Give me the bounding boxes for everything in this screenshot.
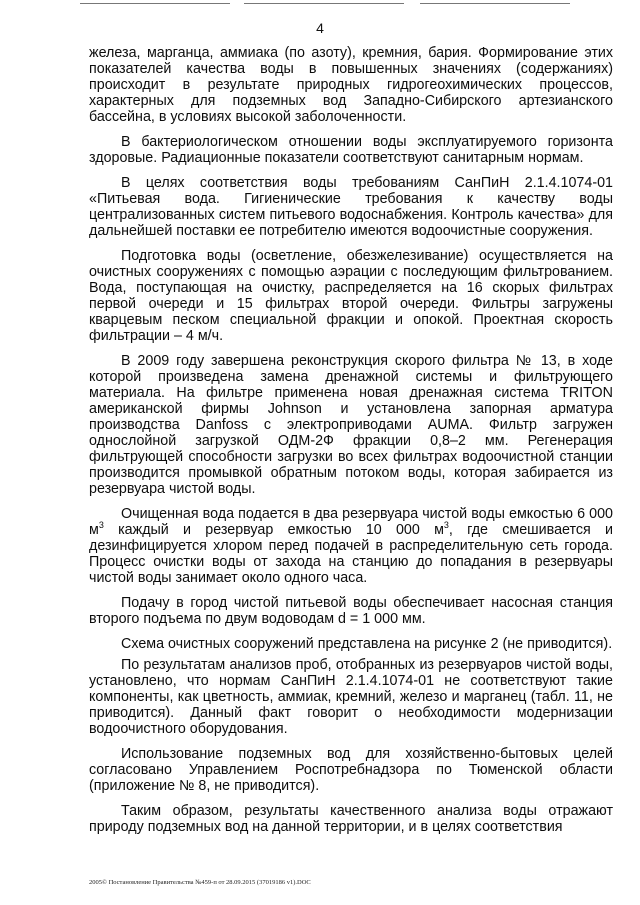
reservoir-text-middle: каждый и резервуар емкостью 10 000 м bbox=[103, 522, 444, 538]
superscript-cubic-1: 3 bbox=[98, 520, 104, 531]
paragraph-usage-approval: Использование подземных вод для хозяйственно-бытовых целей согласовано Управлением Роспотребнадзора по Тюменской области (приложение № 8, не приводится). bbox=[89, 746, 613, 794]
top-rule-middle bbox=[244, 3, 404, 4]
paragraph-clean-water-reservoirs bbox=[89, 506, 613, 586]
paragraph-sanpin-requirements: В целях соответствия воды требованиям СанПиН 2.1.4.1074-01 «Питьевая вода. Гигиенические требования к качеству воды централизованных систем питьевого водоснабжения. Контроль качества» для дальнейшей поставки ее потребителю имеются водоочистные сооружения. bbox=[89, 175, 613, 239]
paragraph-continuation: железа, марганца, аммиака (по азоту), кремния, бария. Формирование этих показателей качества воды в повышенных значениях (содержаниях) происходит в результате природных гидрогеохимических процессов, характерных для подземных вод Западно-Сибирского артезианского бассейна, в условиях высокой заболоченности. bbox=[89, 45, 613, 125]
page-number: 4 bbox=[316, 20, 324, 36]
paragraph-scheme-reference: Схема очистных сооружений представлена на рисунке 2 (не приводится). bbox=[121, 636, 613, 652]
superscript-cubic-2: 3 bbox=[443, 520, 449, 531]
reservoir-text-end: , где смешивается и дезинфицируется хлором перед подачей в распределительную сеть города. Процесс очистки воды от захода на станцию до попадания в резервуары чистой воды занимает около одного часа. bbox=[89, 522, 614, 586]
paragraph-filter-reconstruction: В 2009 году завершена реконструкция скорого фильтра № 13, в ходе которой произведена замена дренажной системы и фильтрующего материала. На фильтре применена новая дренажная система TRITON американской фирмы Johnson и установлена запорная арматура производства Danfoss с электроприводами AUMA. Фильтр загружен однослойной загрузкой ОДМ-2Ф фракции 0,8–2 мм. Регенерация фильтрующей способности загрузки во всех фильтрах водоочистной станции производится промывкой обратным потоком воды, которая забирается из резервуара чистой воды. bbox=[89, 353, 613, 497]
paragraph-conclusion: Таким образом, результаты качественного анализа воды отражают природу подземных вод на данной территории, и в целях соответствия bbox=[89, 803, 613, 835]
document-footer: 2005© Постановление Правительства №459-п от 28.09.2015 (37019186 v1).DOC bbox=[89, 879, 311, 886]
reservoir-text-start: Очищенная вода подается в два резервуара чистой воды емкостью 6 000 м bbox=[89, 506, 613, 538]
top-rule-left bbox=[80, 3, 230, 4]
top-rule-right bbox=[420, 3, 570, 4]
paragraph-water-preparation: Подготовка воды (осветление, обезжелезивание) осуществляется на очистных сооружениях с помощью аэрации с последующим фильтрованием. Вода, поступающая на очистку, распределяется на 16 скорых фильтрах первой очереди и 15 фильтрах второй очереди. Фильтры загружены кварцевым песком специальной фракции и опокой. Проектная скорость фильтрации – 4 м/ч. bbox=[89, 248, 613, 344]
document-body bbox=[89, 45, 613, 844]
paragraph-bacteriology: В бактериологическом отношении воды эксплуатируемого горизонта здоровые. Радиационные показатели соответствуют санитарным нормам. bbox=[89, 134, 613, 166]
paragraph-analysis-results: По результатам анализов проб, отобранных из резервуаров чистой воды, установлено, что нормам СанПиН 2.1.4.1074-01 не соответствуют такие компоненты, как цветность, аммиак, кремний, железо и марганец (табл. 11, не приводится). Данный факт говорит о необходимости модернизации водоочистного оборудования. bbox=[89, 657, 613, 737]
paragraph-pumping-station: Подачу в город чистой питьевой воды обеспечивает насосная станция второго подъема по двум водоводам d = 1 000 мм. bbox=[89, 595, 613, 627]
